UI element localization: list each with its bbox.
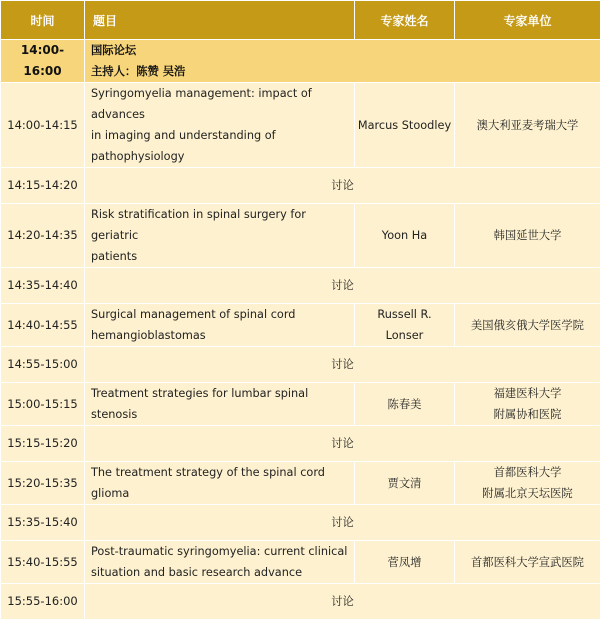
column-header-topic: 题目 (85, 1, 355, 40)
talk-topic (85, 383, 355, 426)
discussion-label: 讨论 (85, 347, 600, 383)
discussion-label: 讨论 (85, 268, 600, 304)
discussion-row (1, 426, 600, 462)
discussion-row (1, 347, 600, 383)
expert-name: Russell R. Lonser (355, 304, 455, 347)
expert-unit (455, 304, 600, 347)
talk-row (1, 83, 600, 168)
expert-unit-line: 附属北京天坛医院 (457, 483, 598, 504)
column-header-expert-unit: 专家单位 (455, 1, 600, 40)
talk-row (1, 204, 600, 268)
column-header-expert-name: 专家姓名 (355, 1, 455, 40)
discussion-time: 15:15-15:20 (1, 426, 85, 462)
talk-topic-line: Syringomyelia management: impact of advances (91, 83, 348, 125)
talk-row (1, 541, 600, 584)
talk-topic (85, 83, 355, 168)
expert-unit-line: 首都医科大学 (457, 462, 598, 483)
discussion-label: 讨论 (85, 584, 600, 620)
expert-unit-line: 澳大利亚麦考瑞大学 (457, 115, 598, 136)
talk-topic-line: in imaging and understanding of (91, 125, 348, 146)
session-row (1, 40, 600, 83)
expert-unit (455, 541, 600, 584)
expert-name: 陈春美 (355, 383, 455, 426)
talk-row (1, 462, 600, 505)
session-time: 14:00-16:00 (1, 40, 85, 83)
session-hosts: 主持人：陈赞 吴浩 (91, 61, 594, 82)
discussion-label: 讨论 (85, 505, 600, 541)
talk-topic-line: pathophysiology (91, 146, 348, 167)
header-row (1, 1, 600, 40)
discussion-time: 14:55-15:00 (1, 347, 85, 383)
expert-unit-line: 韩国延世大学 (457, 225, 598, 246)
discussion-row (1, 584, 600, 620)
discussion-time: 14:35-14:40 (1, 268, 85, 304)
expert-unit (455, 383, 600, 426)
expert-unit-line: 首都医科大学宣武医院 (457, 552, 598, 573)
discussion-time: 15:35-15:40 (1, 505, 85, 541)
talk-topic-line: Risk stratification in spinal surgery for geriatric (91, 204, 348, 246)
expert-unit (455, 204, 600, 268)
discussion-time: 14:15-14:20 (1, 168, 85, 204)
talk-time: 15:40-15:55 (1, 541, 85, 584)
discussion-row (1, 268, 600, 304)
talk-topic (85, 204, 355, 268)
expert-name: Yoon Ha (355, 204, 455, 268)
expert-unit (455, 83, 600, 168)
talk-time: 14:40-14:55 (1, 304, 85, 347)
talk-topic (85, 304, 355, 347)
talk-time: 15:00-15:15 (1, 383, 85, 426)
discussion-row (1, 505, 600, 541)
expert-unit-line: 福建医科大学 (457, 383, 598, 404)
expert-unit (455, 462, 600, 505)
talk-topic (85, 462, 355, 505)
discussion-row (1, 168, 600, 204)
expert-name: 贾文清 (355, 462, 455, 505)
talk-topic-line: situation and basic research advance (91, 562, 348, 583)
talk-topic-line: Treatment strategies for lumbar spinal stenosis (91, 383, 348, 425)
discussion-time: 15:55-16:00 (1, 584, 85, 620)
session-title: 国际论坛 (91, 40, 594, 61)
talk-topic-line: Surgical management of spinal cord (91, 304, 348, 325)
talk-row (1, 304, 600, 347)
talk-time: 15:20-15:35 (1, 462, 85, 505)
expert-unit-line: 美国俄亥俄大学医学院 (457, 315, 598, 336)
talk-time: 14:20-14:35 (1, 204, 85, 268)
talk-topic (85, 541, 355, 584)
expert-name: 菅凤增 (355, 541, 455, 584)
talk-row (1, 383, 600, 426)
expert-name: Marcus Stoodley (355, 83, 455, 168)
talk-time: 14:00-14:15 (1, 83, 85, 168)
session-info (85, 40, 600, 83)
discussion-label: 讨论 (85, 168, 600, 204)
talk-topic-line: The treatment strategy of the spinal cord glioma (91, 462, 348, 504)
talk-topic-line: hemangioblastomas (91, 325, 348, 346)
talk-topic-line: Post-traumatic syringomyelia: current clinical (91, 541, 348, 562)
discussion-label: 讨论 (85, 426, 600, 462)
column-header-time: 时间 (1, 1, 85, 40)
talk-topic-line: patients (91, 246, 348, 267)
expert-unit-line: 附属协和医院 (457, 404, 598, 425)
